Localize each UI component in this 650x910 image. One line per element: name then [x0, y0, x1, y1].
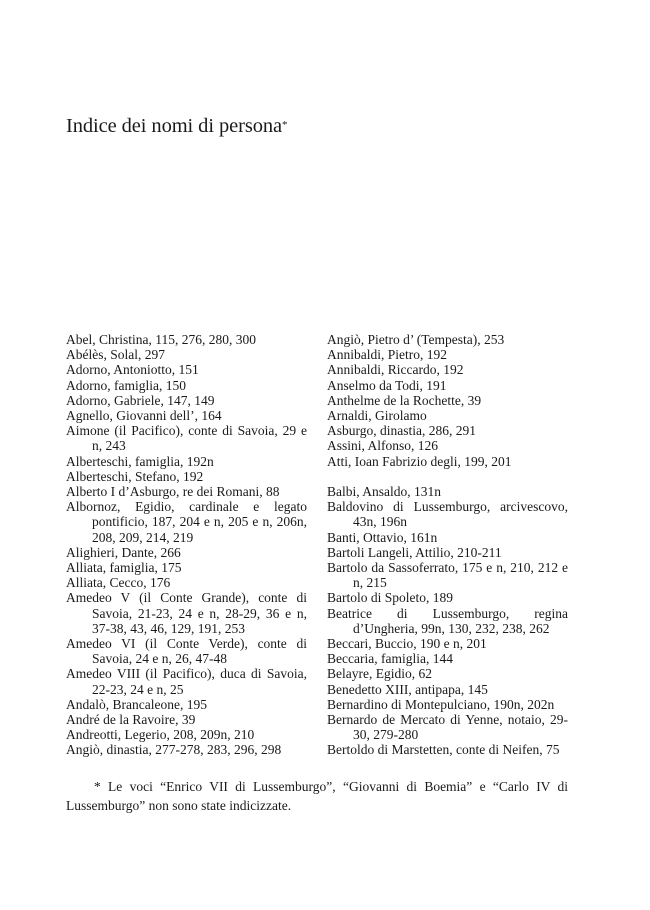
index-entry: Adorno, Antoniotto, 151 [66, 362, 199, 378]
index-entry: Bartoli Langeli, Attilio, 210-211 [327, 544, 502, 560]
index-entry: Bernardino di Montepulciano, 190n, 202n [327, 696, 555, 712]
index-entry: Amedeo VI (il Conte Verde), conte di Savoia, 24 e n, 26, 47-48 [66, 636, 307, 667]
index-entry: Bartolo da Sassoferrato, 175 e n, 210, 212 e n, 215 [327, 560, 568, 591]
index-entry: Annibaldi, Riccardo, 192 [327, 362, 464, 378]
index-entry: Atti, Ioan Fabrizio degli, 199, 201 [327, 453, 512, 469]
index-entry: Agnello, Giovanni dell’, 164 [66, 408, 222, 424]
index-entry: Asburgo, dinastia, 286, 291 [327, 423, 476, 439]
index-entry: Abélès, Solal, 297 [66, 347, 165, 363]
index-entry: Bertoldo di Marstetten, conte di Neifen, 75 [327, 742, 560, 758]
index-entry: Banti, Ottavio, 161n [327, 529, 438, 545]
footnote: * Le voci “Enrico VII di Lussemburgo”, “Giovanni di Boemia” e “Carlo IV di Lussemburgo” non sono state indicizzate. [66, 779, 568, 813]
index-entry: Alberteschi, famiglia, 192n [66, 453, 214, 469]
index-column-left [66, 332, 307, 758]
index-column-right [327, 332, 568, 758]
index-entry: Assini, Alfonso, 126 [327, 438, 439, 454]
index-entry: Anthelme de la Rochette, 39 [327, 392, 482, 408]
index-entry: André de la Ravoire, 39 [66, 712, 196, 728]
index-entry: Adorno, Gabriele, 147, 149 [66, 392, 215, 408]
index-entry: Albornoz, Egidio, cardinale e legato pontificio, 187, 204 e n, 205 e n, 206n, 208, 209, 214, 219 [66, 499, 307, 545]
index-entry: Beccari, Buccio, 190 e n, 201 [327, 636, 487, 652]
index-entry: Baldovino di Lussemburgo, arcivescovo, 43n, 196n [327, 499, 568, 530]
index-entry: Beccaria, famiglia, 144 [327, 651, 453, 667]
index-entry: Adorno, famiglia, 150 [66, 377, 186, 393]
index-entry: Balbi, Ansaldo, 131n [327, 484, 441, 500]
index-entry: Arnaldi, Girolamo [327, 408, 427, 424]
index-entry: Andreotti, Legerio, 208, 209n, 210 [66, 727, 255, 743]
index-entry: Annibaldi, Pietro, 192 [327, 347, 447, 363]
index-entry: Andalò, Brancaleone, 195 [66, 696, 207, 712]
index-entry: Bernardo de Mercato di Yenne, notaio, 29-30, 279-280 [327, 712, 568, 743]
index-entry: Bartolo di Spoleto, 189 [327, 590, 453, 606]
index-entry: Aimone (il Pacifico), conte di Savoia, 29 e n, 243 [66, 423, 307, 454]
index-entry: Alberto I d’Asburgo, re dei Romani, 88 [66, 484, 280, 500]
index-entry: Amedeo V (il Conte Grande), conte di Savoia, 21-23, 24 e n, 28-29, 36 e n, 37-38, 43, 46, 129, 191, 253 [66, 590, 307, 636]
page-title [66, 112, 287, 143]
index-entry: Alberteschi, Stefano, 192 [66, 468, 204, 484]
index-entry: Abel, Christina, 115, 276, 280, 300 [66, 332, 256, 347]
index-entry: Angiò, Pietro d’ (Tempesta), 253 [327, 332, 505, 347]
index-entry: Belayre, Egidio, 62 [327, 666, 432, 682]
index-entry: Anselmo da Todi, 191 [327, 377, 447, 393]
footnote-marker: * [282, 119, 288, 131]
index-entry: Alliata, Cecco, 176 [66, 575, 171, 591]
index-entry: Angiò, dinastia, 277-278, 283, 296, 298 [66, 742, 282, 758]
index-entry: Beatrice di Lussemburgo, regina d’Ungheria, 99n, 130, 232, 238, 262 [327, 605, 568, 636]
page-title-text: Indice dei nomi di persona [66, 115, 283, 137]
index-entry: Alighieri, Dante, 266 [66, 544, 181, 560]
index-entry: Amedeo VIII (il Pacifico), duca di Savoia, 22-23, 24 e n, 25 [66, 666, 307, 697]
index-entry: Alliata, famiglia, 175 [66, 560, 182, 576]
index-entry: Benedetto XIII, antipapa, 145 [327, 681, 488, 697]
